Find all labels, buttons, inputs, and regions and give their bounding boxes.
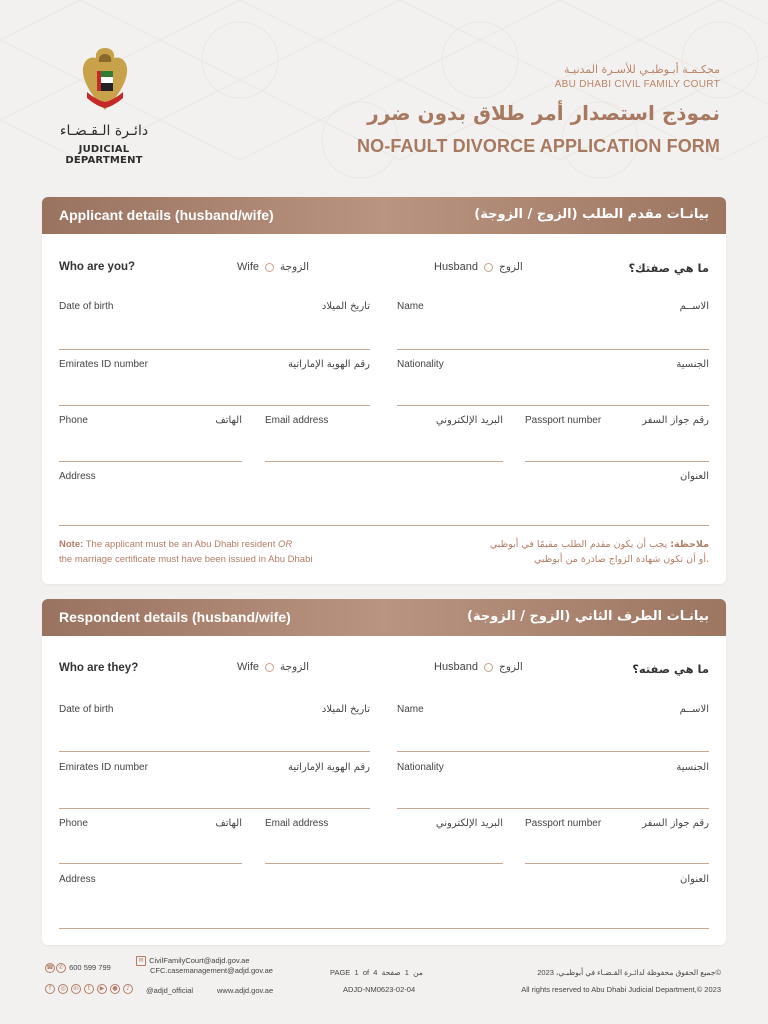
respondent-name-field[interactable] bbox=[397, 704, 709, 752]
footer-emails bbox=[136, 956, 250, 966]
eid-label-en: Emirates ID number bbox=[59, 359, 148, 370]
wife-label-en: Wife bbox=[237, 661, 259, 673]
page-total: 4 bbox=[373, 968, 378, 977]
respondent-wife-option[interactable] bbox=[237, 661, 309, 673]
applicant-section bbox=[42, 197, 726, 584]
footer-phone[interactable] bbox=[45, 963, 111, 973]
logo-text-english: JUDICIAL DEPARTMENT bbox=[65, 144, 143, 166]
applicant-heading-ar: بيانـات مقدم الطلب (الزوج / الزوجة) bbox=[474, 207, 709, 222]
footer-handle[interactable]: @adjd_official bbox=[146, 986, 194, 995]
email-label-en: Email address bbox=[265, 415, 329, 426]
headset-icon: ☎ bbox=[46, 965, 54, 972]
respondent-question-ar: ما هي صفته؟ bbox=[632, 662, 709, 676]
name-label-en: Name bbox=[397, 301, 424, 312]
husband-label-ar: الزوج bbox=[499, 661, 523, 673]
form-title-arabic: نموذج استصدار أمر طلاق بدون ضرر bbox=[367, 101, 720, 125]
note-label-ar: ملاحظة: bbox=[670, 539, 709, 550]
applicant-heading-en: Applicant details (husband/wife) bbox=[59, 207, 274, 223]
applicant-address-field[interactable] bbox=[59, 471, 709, 526]
page-of: of bbox=[362, 968, 370, 977]
form-title-english: NO-FAULT DIVORCE APPLICATION FORM bbox=[357, 136, 720, 156]
email-label-ar: البريد الإلكتروني bbox=[435, 818, 503, 829]
address-label-ar: العنوان bbox=[680, 874, 709, 885]
facebook-icon[interactable]: f bbox=[45, 984, 55, 994]
twitter-icon[interactable]: t bbox=[84, 984, 94, 994]
dob-label-ar: تاريخ الميلاد bbox=[321, 704, 370, 715]
footer-email-2[interactable]: CFC.casemanagement@adjd.gov.ae bbox=[150, 966, 273, 975]
address-label-ar: العنوان bbox=[680, 471, 709, 482]
social-icons bbox=[45, 984, 134, 994]
page-of-ar: من bbox=[413, 968, 423, 977]
phone-label-en: Phone bbox=[59, 415, 88, 426]
dob-label-en: Date of birth bbox=[59, 301, 114, 312]
name-label-ar: الاســم bbox=[679, 704, 709, 715]
email-label-ar: البريد الإلكتروني bbox=[435, 415, 503, 426]
applicant-email-field[interactable] bbox=[265, 415, 503, 462]
eid-label-ar: رقم الهوية الإماراتية bbox=[287, 762, 370, 773]
respondent-address-field[interactable] bbox=[59, 874, 709, 929]
applicant-wife-option[interactable] bbox=[237, 261, 309, 273]
document-code: ADJD-NM0623-02-04 bbox=[343, 985, 416, 994]
page-footer bbox=[42, 955, 726, 1005]
footer-website[interactable]: www.adjd.gov.ae bbox=[217, 986, 274, 995]
linkedin-icon[interactable]: in bbox=[71, 984, 81, 994]
wife-radio[interactable] bbox=[265, 263, 274, 272]
respondent-passport-field[interactable] bbox=[525, 818, 709, 864]
respondent-section-header bbox=[42, 599, 726, 636]
whatsapp-icon: ✆ bbox=[56, 963, 66, 973]
passport-label-en: Passport number bbox=[525, 415, 602, 426]
wife-radio[interactable] bbox=[265, 663, 274, 672]
respondent-dob-field[interactable] bbox=[59, 704, 370, 752]
passport-label-ar: رقم جواز السفر bbox=[642, 818, 709, 829]
judicial-emblem-icon bbox=[78, 44, 132, 116]
respondent-emirates-id-field[interactable] bbox=[59, 762, 370, 809]
note-line2-ar: أو أن تكون شهادة الزواج صادرة من أبوظبي. bbox=[534, 554, 709, 565]
note-line2-en: the marriage certificate must have been issued in Abu Dhabi bbox=[59, 554, 313, 565]
note-line1-en: The applicant must be an Abu Dhabi resident bbox=[83, 539, 278, 550]
applicant-passport-field[interactable] bbox=[525, 415, 709, 462]
respondent-email-field[interactable] bbox=[265, 818, 503, 864]
page-label: PAGE bbox=[330, 968, 351, 977]
youtube-icon[interactable]: ▶ bbox=[97, 984, 107, 994]
husband-label-en: Husband bbox=[434, 661, 479, 673]
logo-text-arabic: دائـرة الـقـضـاء bbox=[59, 123, 149, 139]
mail-icon: ✉ bbox=[136, 956, 146, 966]
phone-label-en: Phone bbox=[59, 818, 88, 829]
note-line1-ar: يجب أن يكون مقدم الطلب مقيمًا في أبوظبي bbox=[489, 539, 671, 550]
passport-label-en: Passport number bbox=[525, 818, 602, 829]
footer-email-1[interactable]: CivilFamilyCourt@adjd.gov.ae bbox=[149, 956, 250, 965]
court-name-arabic: محكـمـة أبـوظبـي للأسـرة المدنيـة bbox=[564, 63, 720, 76]
nationality-label-en: Nationality bbox=[397, 359, 444, 370]
respondent-heading-ar: بيانـات الطرف الثاني (الزوج / الزوجة) bbox=[467, 609, 709, 624]
dob-label-en: Date of birth bbox=[59, 704, 114, 715]
dob-label-ar: تاريخ الميلاد bbox=[321, 301, 370, 312]
wife-label-en: Wife bbox=[237, 261, 259, 273]
applicant-question-en: Who are you? bbox=[59, 261, 136, 273]
address-label-en: Address bbox=[59, 874, 96, 885]
rights-english: All rights reserved to Abu Dhabi Judicial Department,© 2023 bbox=[521, 985, 721, 994]
respondent-husband-option[interactable] bbox=[434, 661, 523, 673]
tiktok-icon[interactable]: ♪ bbox=[123, 984, 133, 994]
nationality-label-ar: الجنسية bbox=[676, 762, 709, 773]
husband-label-en: Husband bbox=[434, 261, 479, 273]
husband-label-ar: الزوج bbox=[499, 261, 523, 273]
phone-label-ar: الهاتف bbox=[215, 818, 242, 829]
rights-arabic: جميع الحقوق محفوظة لدائـرة القـضـاء في أبوظبـي، 2023© bbox=[537, 968, 721, 977]
respondent-section bbox=[42, 599, 726, 945]
wife-label-ar: الزوجة bbox=[280, 261, 310, 273]
applicant-emirates-id-field[interactable] bbox=[59, 359, 370, 406]
applicant-dob-field[interactable] bbox=[59, 301, 370, 350]
email-label-en: Email address bbox=[265, 818, 329, 829]
applicant-section-header bbox=[42, 197, 726, 234]
page-current: 1 bbox=[354, 968, 359, 977]
address-label-en: Address bbox=[59, 471, 96, 482]
name-label-en: Name bbox=[397, 704, 424, 715]
phone-label-ar: الهاتف bbox=[215, 415, 242, 426]
court-name-english: ABU DHABI CIVIL FAMILY COURT bbox=[554, 79, 720, 90]
footer-phone-number: 600 599 799 bbox=[69, 963, 111, 972]
name-label-ar: الاســم bbox=[679, 301, 709, 312]
page-number bbox=[330, 968, 423, 977]
note-or-en: OR bbox=[277, 539, 293, 550]
eid-label-ar: رقم الهوية الإماراتية bbox=[287, 359, 370, 370]
eid-label-en: Emirates ID number bbox=[59, 762, 148, 773]
applicant-note-en bbox=[59, 537, 312, 567]
respondent-nationality-field[interactable] bbox=[397, 762, 709, 809]
instagram-icon[interactable]: ◎ bbox=[58, 984, 68, 994]
respondent-question-en: Who are they? bbox=[59, 662, 139, 674]
respondent-phone-field[interactable] bbox=[59, 818, 242, 864]
wife-label-ar: الزوجة bbox=[280, 661, 310, 673]
page-label-ar: صفحة bbox=[381, 968, 401, 977]
applicant-nationality-field[interactable] bbox=[397, 359, 709, 406]
husband-radio[interactable] bbox=[484, 663, 493, 672]
snapchat-icon[interactable]: ● bbox=[110, 984, 120, 994]
page-current-ar: 1 bbox=[404, 968, 409, 977]
applicant-husband-option[interactable] bbox=[434, 261, 523, 273]
note-label-en: Note: bbox=[59, 539, 84, 550]
applicant-phone-field[interactable] bbox=[59, 415, 242, 462]
applicant-name-field[interactable] bbox=[397, 301, 709, 350]
husband-radio[interactable] bbox=[484, 263, 493, 272]
respondent-heading-en: Respondent details (husband/wife) bbox=[59, 609, 291, 625]
passport-label-ar: رقم جواز السفر bbox=[642, 415, 709, 426]
nationality-label-ar: الجنسية bbox=[676, 359, 709, 370]
applicant-question-ar: ما هي صفتك؟ bbox=[628, 261, 709, 275]
applicant-note-ar bbox=[490, 537, 709, 567]
nationality-label-en: Nationality bbox=[397, 762, 444, 773]
